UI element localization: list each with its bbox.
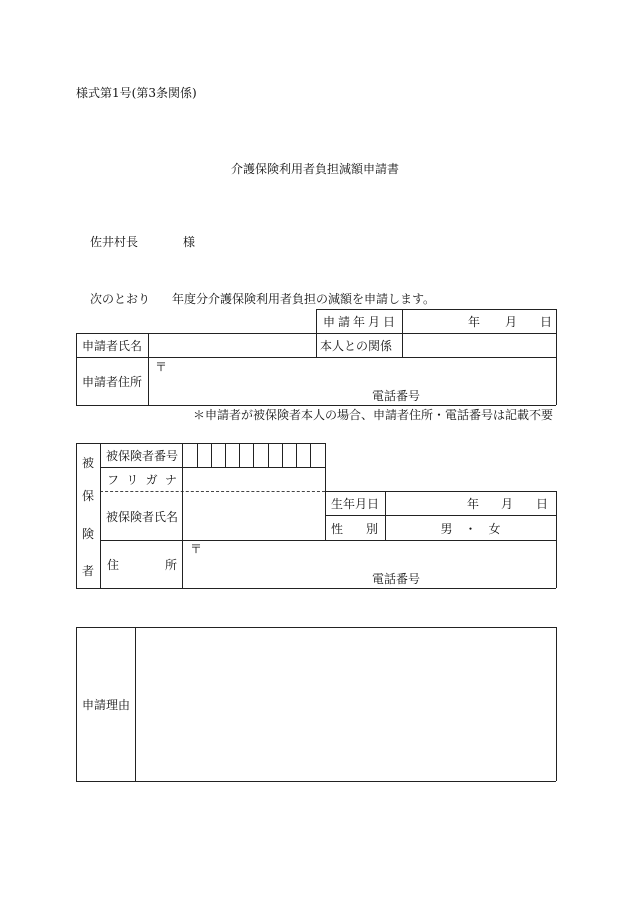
birth-date-label: 生年月日: [331, 497, 380, 511]
date-day-unit: 日: [540, 315, 553, 329]
insured-label-char-2: 保: [82, 489, 95, 503]
postal-mark: 〒: [155, 360, 168, 374]
insured-label-char-1: 被: [82, 456, 95, 470]
insured-label-char-4: 者: [82, 564, 95, 578]
birth-month-unit: 月: [501, 497, 514, 511]
insured-name-label: 被保険者氏名: [106, 509, 179, 524]
reason-label: 申請理由: [82, 698, 131, 712]
birth-day-unit: 日: [536, 497, 549, 511]
relation-label: 本人との関係: [320, 339, 393, 353]
insured-name-field[interactable]: [183, 492, 325, 540]
applicant-name-label: 申請者氏名: [82, 339, 143, 353]
insured-label-char-3: 険: [82, 527, 95, 541]
date-year-unit: 年: [468, 315, 481, 329]
furigana-label: フ リ ガ ナ: [107, 473, 177, 487]
applicant-address-label: 申請者住所: [82, 375, 143, 389]
honorific: 様: [183, 235, 196, 249]
form-number: 様式第1号(第3条関係): [76, 86, 197, 100]
intro-prefix: 次のとおり: [90, 292, 151, 306]
applicant-name-field[interactable]: [149, 334, 315, 357]
application-date-label: 申 請 年 月 日: [323, 315, 395, 329]
insured-postal-mark: 〒: [190, 542, 203, 556]
page-title: 介護保険利用者負担減額申請書: [230, 162, 399, 176]
birth-year-unit: 年: [467, 497, 480, 511]
intro-suffix: 年度分介護保険利用者負担の減額を申請します。: [172, 292, 436, 306]
applicant-note: ＊申請者が被保険者本人の場合、申請者住所・電話番号は記載不要: [193, 408, 554, 422]
applicant-address-field[interactable]: [149, 358, 555, 404]
insured-phone-label: 電話番号: [372, 572, 421, 586]
gender-label: 性 別: [331, 521, 378, 536]
gender-options[interactable]: 男 ・ 女: [440, 521, 501, 536]
insured-address-field[interactable]: [183, 541, 555, 587]
furigana-field[interactable]: [183, 468, 325, 491]
relation-field[interactable]: [403, 334, 555, 357]
applicant-phone-label: 電話番号: [372, 389, 421, 403]
reason-field[interactable]: [136, 628, 555, 780]
addressee: 佐井村長: [90, 235, 139, 249]
date-month-unit: 月: [505, 315, 518, 329]
insured-address-label: 住 所: [107, 558, 177, 572]
insured-number-label: 被保険者番号: [106, 449, 179, 463]
insured-number-field[interactable]: [183, 444, 325, 467]
